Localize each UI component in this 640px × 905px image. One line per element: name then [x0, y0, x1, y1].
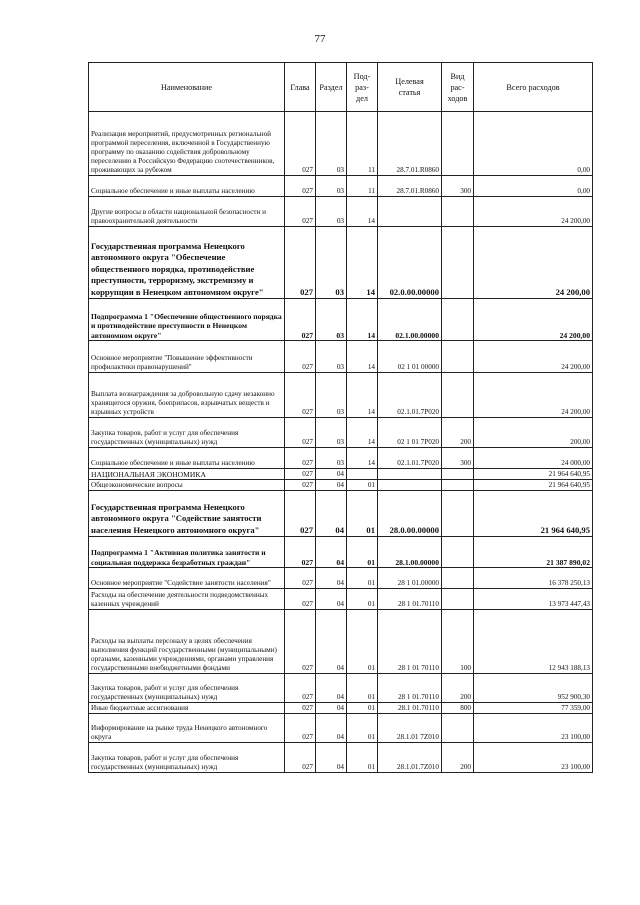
row-article: 28.7.01.R0860	[378, 176, 442, 197]
header-subsection: Под- раз- дел	[347, 63, 378, 112]
row-chapter: 027	[285, 703, 316, 714]
header-expense-type: Вид рас- ходов	[442, 63, 474, 112]
row-name: Общеэкономические вопросы	[89, 480, 285, 491]
row-total: 952 900,30	[474, 674, 593, 703]
row-expense-type: 300	[442, 176, 474, 197]
row-article: 28 1 01.00000	[378, 568, 442, 589]
row-name: Иные бюджетные ассигнования	[89, 703, 285, 714]
row-total: 24 200,00	[474, 197, 593, 227]
table-row-program	[89, 227, 593, 299]
row-article: 02.0.00.00000	[378, 227, 442, 299]
row-chapter: 027	[285, 469, 316, 480]
row-chapter: 027	[285, 537, 316, 568]
header-name: Наименование	[89, 63, 285, 112]
header-section: Раздел	[316, 63, 347, 112]
row-name: Закупка товаров, работ и услуг для обеспечения государственных (муниципальных) нужд	[89, 743, 285, 773]
row-total: 12 943 188,13	[474, 610, 593, 674]
row-name: Подпрограмма 1 "Активная политика занятости и социальная поддержка безработных граждан"	[89, 537, 285, 568]
table-row	[89, 714, 593, 743]
row-chapter: 027	[285, 197, 316, 227]
row-expense-type	[442, 480, 474, 491]
table-row	[89, 703, 593, 714]
row-name: Расходы на обеспечение деятельности подведомственных казенных учреждений	[89, 589, 285, 610]
row-section: 03	[316, 112, 347, 176]
row-total: 23 100,00	[474, 714, 593, 743]
row-expense-type: 200	[442, 418, 474, 448]
row-total: 24 200,00	[474, 227, 593, 299]
row-article: 02.1.00.00000	[378, 299, 442, 341]
row-section: 04	[316, 480, 347, 491]
row-name: Информирование на рынке труда Ненецкого автономного округа	[89, 714, 285, 743]
row-name: Закупка товаров, работ и услуг для обеспечения государственных (муниципальных) нужд	[89, 418, 285, 448]
table-row	[89, 568, 593, 589]
row-section: 03	[316, 197, 347, 227]
row-subsection: 11	[347, 112, 378, 176]
header-total: Всего расходов	[474, 63, 593, 112]
row-chapter: 027	[285, 589, 316, 610]
row-total: 21 387 890,02	[474, 537, 593, 568]
row-section: 03	[316, 227, 347, 299]
table-header-row	[89, 63, 593, 112]
row-section: 03	[316, 176, 347, 197]
row-article: 28.0.00.00000	[378, 491, 442, 537]
row-subsection: 14	[347, 227, 378, 299]
table-row	[89, 743, 593, 773]
row-section: 04	[316, 743, 347, 773]
row-subsection: 01	[347, 589, 378, 610]
row-article	[378, 469, 442, 480]
table-row	[89, 480, 593, 491]
header-chapter: Глава	[285, 63, 316, 112]
row-chapter: 027	[285, 610, 316, 674]
row-total: 0,00	[474, 176, 593, 197]
row-name: Государственная программа Ненецкого автономного округа "Обеспечение общественного порядка, противодействие преступности, терроризму, экстремизму и коррупции в Ненецком автономном округе"	[89, 227, 285, 299]
row-article: 28 1 01.70110	[378, 674, 442, 703]
row-article: 02 1 01 7Р020	[378, 418, 442, 448]
header-target-article: Целевая статья	[378, 63, 442, 112]
row-section: 04	[316, 674, 347, 703]
row-article: 28.1 01.70110	[378, 703, 442, 714]
row-subsection: 01	[347, 714, 378, 743]
row-expense-type	[442, 227, 474, 299]
table-row	[89, 373, 593, 418]
row-total: 21 964 640,95	[474, 469, 593, 480]
table-row-subprogram	[89, 299, 593, 341]
row-expense-type	[442, 469, 474, 480]
row-subsection: 01	[347, 610, 378, 674]
row-expense-type	[442, 299, 474, 341]
row-section: 04	[316, 610, 347, 674]
row-section: 03	[316, 373, 347, 418]
row-subsection: 01	[347, 703, 378, 714]
table-row	[89, 112, 593, 176]
row-section: 04	[316, 537, 347, 568]
row-chapter: 027	[285, 568, 316, 589]
row-article: 28.1.00.00000	[378, 537, 442, 568]
row-expense-type	[442, 589, 474, 610]
table-row	[89, 418, 593, 448]
row-subsection: 14	[347, 299, 378, 341]
row-total: 13 973 447,43	[474, 589, 593, 610]
row-chapter: 027	[285, 112, 316, 176]
row-section: 04	[316, 568, 347, 589]
row-section: 03	[316, 448, 347, 469]
row-subsection: 14	[347, 197, 378, 227]
table-row-section	[89, 469, 593, 480]
row-subsection: 01	[347, 743, 378, 773]
row-total: 16 378 250,13	[474, 568, 593, 589]
row-expense-type: 800	[442, 703, 474, 714]
row-total: 24 000,00	[474, 448, 593, 469]
table-row-subprogram	[89, 537, 593, 568]
row-chapter: 027	[285, 448, 316, 469]
row-expense-type	[442, 197, 474, 227]
row-expense-type	[442, 341, 474, 373]
table-row	[89, 589, 593, 610]
row-chapter: 027	[285, 227, 316, 299]
row-article	[378, 480, 442, 491]
row-chapter: 027	[285, 299, 316, 341]
row-expense-type	[442, 537, 474, 568]
row-expense-type	[442, 568, 474, 589]
row-article	[378, 197, 442, 227]
row-chapter: 027	[285, 743, 316, 773]
row-chapter: 027	[285, 373, 316, 418]
row-name: Основное мероприятие "Содействие занятости населения"	[89, 568, 285, 589]
row-article: 02 1 01 00000	[378, 341, 442, 373]
row-name: Другие вопросы в области национальной безопасности и правоохранительной деятельности	[89, 197, 285, 227]
row-name: Выплата вознаграждения за добровольную сдачу незаконно хранящегося оружия, боеприпасов, взрывчатых веществ и взрывных устройств	[89, 373, 285, 418]
table-row	[89, 610, 593, 674]
row-article: 28.7.01.R0860	[378, 112, 442, 176]
budget-table	[88, 62, 593, 773]
row-section: 03	[316, 418, 347, 448]
row-name: Социальное обеспечение и иные выплаты населению	[89, 448, 285, 469]
row-section: 04	[316, 589, 347, 610]
row-expense-type: 100	[442, 610, 474, 674]
row-article: 28.1.01 7Z010	[378, 714, 442, 743]
row-subsection: 14	[347, 341, 378, 373]
row-total: 24 200,00	[474, 341, 593, 373]
row-total: 0,00	[474, 112, 593, 176]
table-row	[89, 197, 593, 227]
row-chapter: 027	[285, 480, 316, 491]
row-expense-type: 300	[442, 448, 474, 469]
row-section: 04	[316, 703, 347, 714]
row-chapter: 027	[285, 674, 316, 703]
table-row	[89, 448, 593, 469]
row-chapter: 027	[285, 418, 316, 448]
page-number: 77	[314, 33, 326, 45]
table-row-program	[89, 491, 593, 537]
row-name: Подпрограмма 1 "Обеспечение общественного порядка и противодействие преступности в Ненецком автономном округе"	[89, 299, 285, 341]
row-expense-type	[442, 714, 474, 743]
row-subsection	[347, 469, 378, 480]
row-subsection: 01	[347, 491, 378, 537]
row-expense-type	[442, 112, 474, 176]
table-row	[89, 176, 593, 197]
row-name: Основное мероприятие "Повышение эффективности профилактики правонарушений"	[89, 341, 285, 373]
row-article: 28 1 01.70110	[378, 589, 442, 610]
row-subsection: 01	[347, 568, 378, 589]
table-row	[89, 674, 593, 703]
row-chapter: 027	[285, 176, 316, 197]
row-subsection: 14	[347, 373, 378, 418]
row-section: 04	[316, 469, 347, 480]
row-expense-type: 200	[442, 674, 474, 703]
row-subsection: 01	[347, 480, 378, 491]
row-section: 04	[316, 714, 347, 743]
row-name: Государственная программа Ненецкого автономного округа "Содействие занятости населения Ненецкого автономного округа"	[89, 491, 285, 537]
row-section: 03	[316, 341, 347, 373]
row-chapter: 027	[285, 714, 316, 743]
row-total: 23 100,00	[474, 743, 593, 773]
row-subsection: 11	[347, 176, 378, 197]
row-subsection: 01	[347, 674, 378, 703]
row-total: 21 964 640,95	[474, 491, 593, 537]
row-article: 28 1 01 70110	[378, 610, 442, 674]
row-expense-type	[442, 373, 474, 418]
row-subsection: 14	[347, 418, 378, 448]
row-article: 02.1.01.7Р020	[378, 373, 442, 418]
row-section: 04	[316, 491, 347, 537]
row-name: НАЦИОНАЛЬНАЯ ЭКОНОМИКА	[89, 469, 285, 480]
row-expense-type	[442, 491, 474, 537]
row-article: 02.1.01.7Р020	[378, 448, 442, 469]
row-total: 24 200,00	[474, 299, 593, 341]
row-chapter: 027	[285, 491, 316, 537]
table-row	[89, 341, 593, 373]
row-article: 28.1.01.7Z010	[378, 743, 442, 773]
row-expense-type: 200	[442, 743, 474, 773]
row-total: 200,00	[474, 418, 593, 448]
row-subsection: 14	[347, 448, 378, 469]
row-name: Расходы на выплаты персоналу в целях обеспечения выполнения функций государственными (муниципальными) органами, казенными учреждениями, органами управления государственными внебюджетными фондами	[89, 610, 285, 674]
row-section: 03	[316, 299, 347, 341]
row-subsection: 01	[347, 537, 378, 568]
row-name: Реализация мероприятий, предусмотренных региональной программой переселения, включенной в Государственную программу по оказанию содействия добровольному переселению в Российскую Федерацию соотечественников, проживающих за рубежом	[89, 112, 285, 176]
row-total: 21 964 640,95	[474, 480, 593, 491]
row-name: Закупка товаров, работ и услуг для обеспечения государственных (муниципальных) нужд	[89, 674, 285, 703]
row-total: 24 200,00	[474, 373, 593, 418]
row-total: 77 359,00	[474, 703, 593, 714]
row-name: Социальное обеспечение и иные выплаты населению	[89, 176, 285, 197]
row-chapter: 027	[285, 341, 316, 373]
